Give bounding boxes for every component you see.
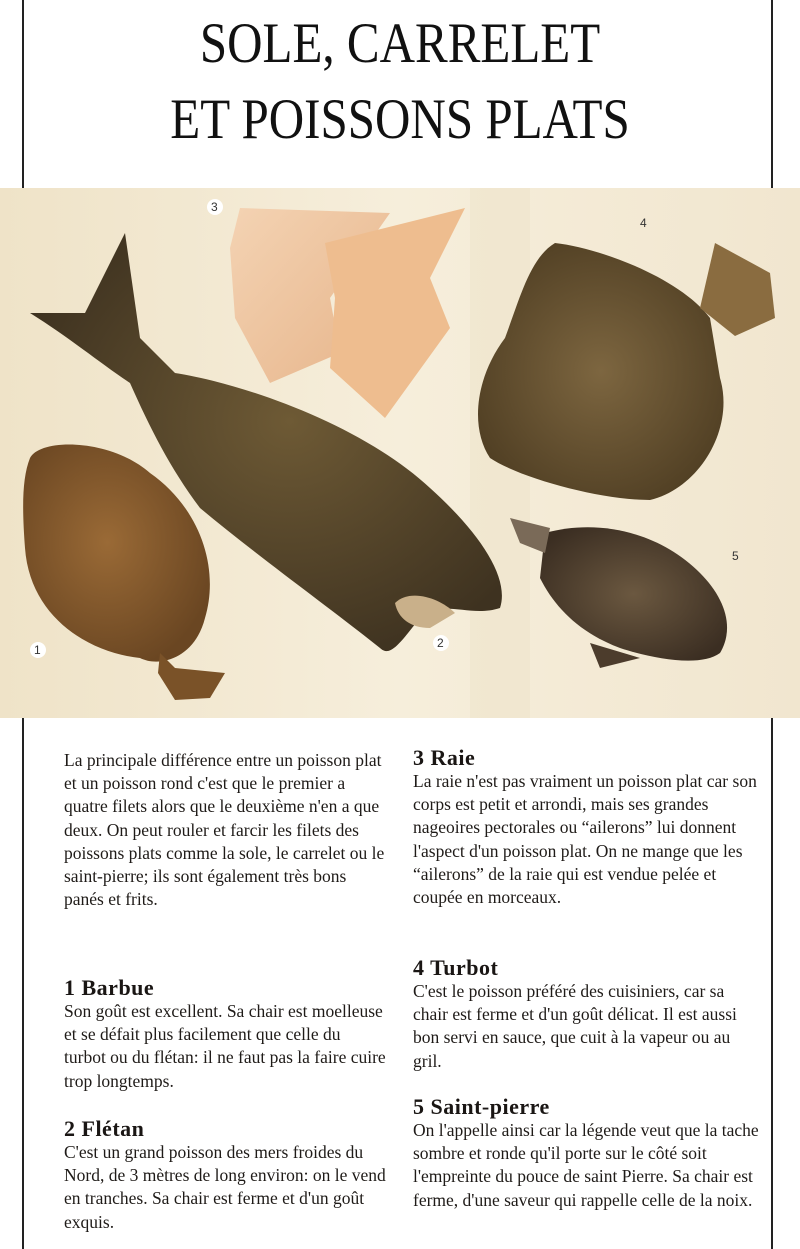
- section-body: C'est le poisson préféré des cuisiniers, car sa chair est ferme et d'un goût délicat. Il est aussi bon servi en sauce, que cuit à la vapeur ou au gril.: [413, 981, 737, 1071]
- svg-text:4: 4: [640, 216, 647, 230]
- intro-paragraph: [64, 749, 386, 911]
- section-body: On l'appelle ainsi car la légende veut que la tache sombre et ronde qu'il porte sur le côté soit l'empreinte du pouce de saint Pierre. Sa chair est ferme, d'une saveur qui rappelle celle de la noix.: [413, 1120, 759, 1210]
- photo-label-5: [732, 549, 739, 563]
- fish-photo: [0, 188, 800, 718]
- left-border-rule: [22, 0, 24, 188]
- intro-text: La principale différence entre un poisson plat et un poisson rond c'est que le premier a quatre filets alors que le deuxième n'en a que deux. On peut rouler et farcir les filets des poissons plats comme la sole, le carrelet ou le saint-pierre; ils sont également très bons panés et frits.: [64, 750, 385, 910]
- section-heading: 3 Raie: [413, 745, 476, 770]
- photo-label-4: [640, 216, 647, 230]
- right-border-rule: [771, 0, 773, 188]
- section-body: Son goût est excellent. Sa chair est moelleuse et se défait plus facilement que celle du turbot ou du flétan: il ne faut pas la faire cuire trop longtemps.: [64, 1001, 386, 1091]
- section-barbue: [64, 976, 386, 1093]
- left-border-rule-lower: [22, 718, 24, 1249]
- section-body: C'est un grand poisson des mers froides du Nord, de 3 mètres de long environ: on le vend en tranches. Sa chair est ferme et d'un goût exquis.: [64, 1142, 386, 1232]
- svg-text:1: 1: [34, 643, 41, 657]
- section-heading: 4 Turbot: [413, 955, 499, 980]
- photo-label-2: [433, 635, 449, 651]
- page-title-line-1: SOLE, CARRELET: [199, 12, 601, 75]
- right-border-rule-lower: [771, 718, 773, 1249]
- section-saint-pierre: [413, 1095, 763, 1212]
- section-heading: 5 Saint-pierre: [413, 1094, 550, 1119]
- section-raie: [413, 746, 763, 909]
- section-fletan: [64, 1117, 386, 1234]
- svg-text:2: 2: [437, 636, 444, 650]
- svg-text:3: 3: [211, 200, 218, 214]
- page-title-line-2: ET POISSONS PLATS: [170, 88, 630, 151]
- section-turbot: [413, 956, 763, 1073]
- photo-label-1: [30, 642, 46, 658]
- photo-label-3: [207, 199, 223, 215]
- section-heading: 2 Flétan: [64, 1116, 145, 1141]
- section-body: La raie n'est pas vraiment un poisson plat car son corps est petit et arrondi, mais ses grandes nageoires pectorales ou “ailerons” lui donnent l'aspect d'un poisson plat. On ne mange que les “ailerons” de la raie qui est vendue pelée et coupée en morceaux.: [413, 771, 757, 908]
- svg-text:5: 5: [732, 549, 739, 563]
- section-heading: 1 Barbue: [64, 975, 155, 1000]
